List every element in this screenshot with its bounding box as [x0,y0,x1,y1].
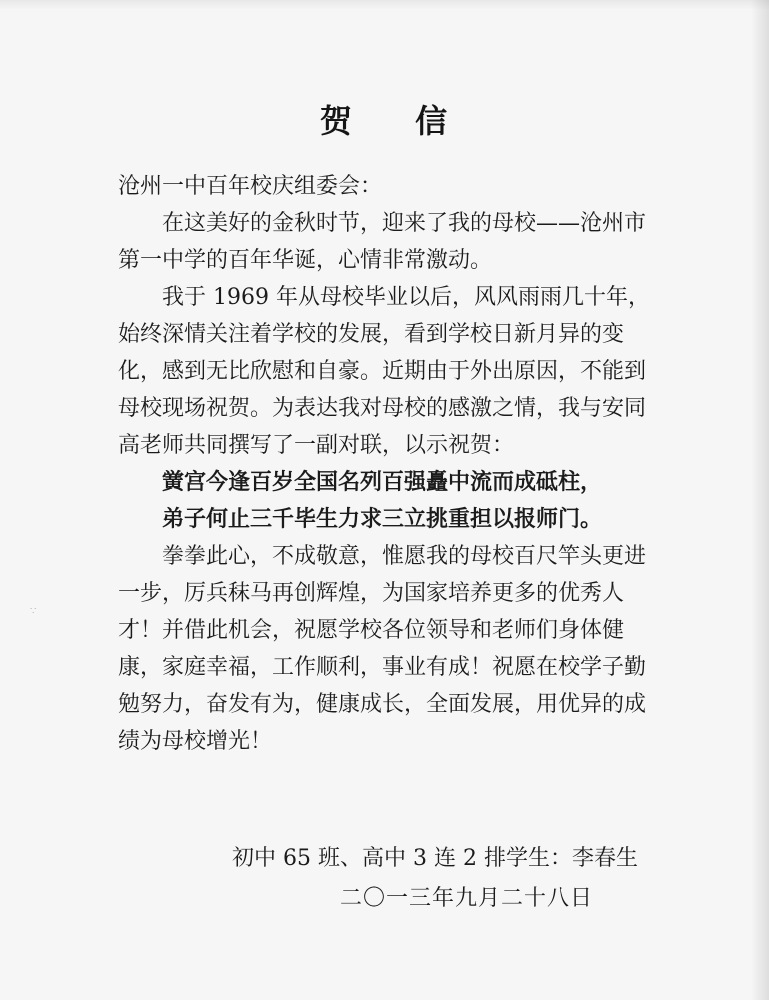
letter-title: 贺 信 [319,102,474,140]
page-top-shadow [0,0,769,10]
paper-smudge-mark: ∵ [30,606,37,617]
closing-paragraph: 拳拳此心，不成敬意，惟愿我的母校百尺竿头更进一步，厉兵秣马再创辉煌，为国家培养更多的优秀人才！并借此机会，祝愿学校各位领导和老师们身体健康，家庭幸福，工作顺利，事业有成！祝愿在校学子勤勉努力，奋发有为，健康成长，全面发展，用优异的成绩为母校增光！ [118,544,647,754]
couplet-line-1: 黉宫今逢百岁全国名列百强矗中流而成砥柱， [162,469,603,495]
page-right-shadow [751,0,769,1000]
paragraph-2: 我于 1969 年从母校毕业以后，风风雨雨几十年，始终深情关注着学校的发展，看到学校日新月异的变化，感到无比欣慰和自豪。近期由于外出原因，不能到母校现场祝贺。为表达我对母校的感激之情，我与安同高老师共同撰写了一副对联，以示祝贺： [118,285,650,458]
salutation: 沧州一中百年校庆组委会： [118,174,383,199]
paragraph-1: 在这美好的金秋时节，迎来了我的母校——沧州市第一中学的百年华诞，心情非常激动。 [118,211,647,273]
couplet-line-2: 弟子何止三千毕生力求三立挑重担以报师门。 [162,506,603,532]
signature: 初中 65 班、高中 3 连 2 排学生：李春生 [232,846,638,871]
letter-body [118,168,658,760]
letter-date: 二〇一三年九月二十八日 [340,886,594,911]
